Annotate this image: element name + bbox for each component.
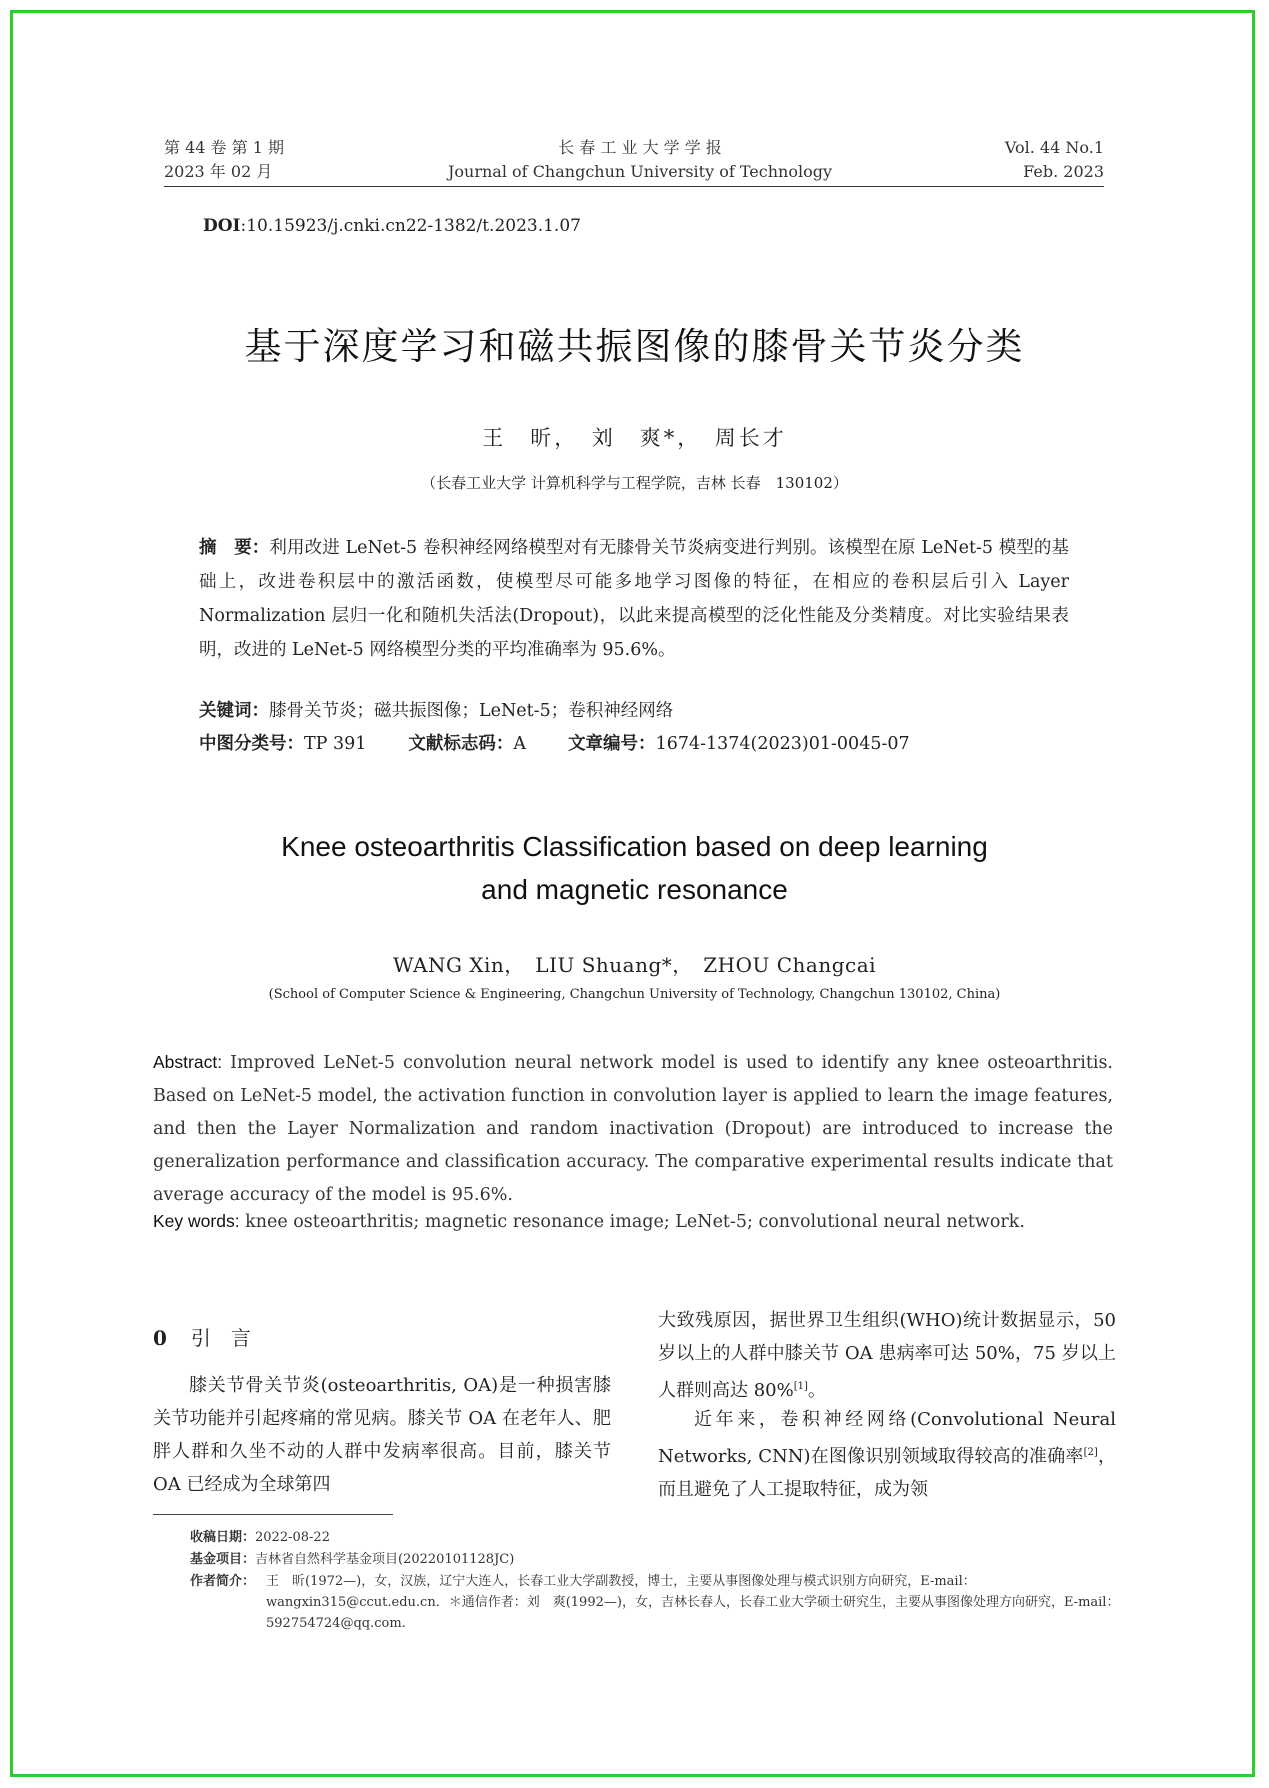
keywords-cn <box>199 697 673 722</box>
issue-date: 2023 年 02 月 <box>164 162 273 181</box>
doc-code-value: A <box>513 734 527 754</box>
body-right-paragraph-2 <box>658 1403 1116 1506</box>
authors-cn: 王 昕， 刘 爽*， 周长才 <box>482 426 787 450</box>
issue-date-en: Feb. 2023 <box>1023 162 1104 181</box>
abstract-en-label: Abstract: <box>153 1052 223 1072</box>
clc-label: 中图分类号： <box>199 734 304 754</box>
clc-value: TP 391 <box>304 734 367 754</box>
keywords-en-label: Key words: <box>153 1211 240 1231</box>
abstract-cn <box>199 531 1069 667</box>
volume-issue-en: Vol. 44 No.1 <box>1004 138 1104 157</box>
paper-title-en-line1: Knee osteoarthritis Classification based on deep learning <box>281 831 988 862</box>
journal-issue-info <box>164 136 284 184</box>
affiliation-cn: （长春工业大学 计算机科学与工程学院，吉林 长春 130102） <box>421 474 848 492</box>
doc-code-label: 文献标志码： <box>408 734 514 754</box>
abstract-cn-label: 摘 要： <box>199 538 270 558</box>
paper-title-en-line2: and magnetic resonance <box>481 874 788 905</box>
classification-line <box>199 730 910 755</box>
keywords-en <box>153 1211 1025 1232</box>
footnote-received <box>190 1527 1120 1548</box>
section-number: 0 <box>153 1326 167 1350</box>
keywords-en-text: knee osteoarthritis; magnetic resonance image; LeNet-5; convolutional neural network. <box>239 1212 1025 1232</box>
citation-2[interactable]: [2] <box>1083 1447 1098 1458</box>
footnote-rule <box>153 1514 393 1515</box>
right-para2-text: 近年来，卷积神经网络(Convolutional Neural Networks, CNN)在图像识别领域取得较高的准确率 <box>658 1409 1116 1467</box>
article-number-value: 1674-1374(2023)01-0045-07 <box>655 734 910 754</box>
citation-1[interactable]: [1] <box>793 1381 808 1392</box>
bio-label: 作者简介： <box>190 1574 256 1589</box>
abstract-en-text: Improved LeNet-5 convolution neural network model is used to identify any knee osteoarthritis. Based on LeNet-5 model, the activation function in convolution layer is applied to learn the image features, and then the Layer Normalization and random inactivation (Dropout) are introduced to increase the generalization performance and classification accuracy. The comparative experimental results indicate that average accuracy of the model is 95.6%. <box>153 1053 1113 1205</box>
doi-value: :10.15923/j.cnki.cn22-1382/t.2023.1.07 <box>240 216 581 236</box>
volume-issue: 第 44 卷 第 1 期 <box>164 138 284 157</box>
keywords-cn-text: 膝骨关节炎；磁共振图像；LeNet-5；卷积神经网络 <box>269 701 674 721</box>
footnote-fund <box>190 1549 1120 1570</box>
right-para1-text: 大致残原因，据世界卫生组织(WHO)统计数据显示，50 岁以上的人群中膝关节 OA 患病率可达 50%，75 岁以上人群则高达 80% <box>658 1310 1116 1401</box>
doi[interactable] <box>203 216 581 236</box>
paper-title-cn: 基于深度学习和磁共振图像的膝骨关节炎分类 <box>244 325 1025 368</box>
abstract-en <box>153 1046 1113 1212</box>
bio-value: 王 昕(1972—)，女，汉族，辽宁大连人，长春工业大学副教授，博士，主要从事图像处理与模式识别方向研究，E-mail：wangxin315@ccut.edu.cn．＊通信作者：刘 爽(1992—)，女，吉林长春人，长春工业大学硕士研究生，主要从事图像处理方向研究，E-mail：592754724@qq.com. <box>266 1574 1120 1631</box>
keywords-cn-label: 关键词： <box>199 701 269 721</box>
body-left-column: 膝关节骨关节炎(osteoarthritis, OA)是一种损害膝关节功能并引起疼痛的常见病。膝关节 OA 在老年人、肥胖人群和久坐不动的人群中发病率很高。目前，膝关节 OA 已经成为全球第四 <box>153 1375 611 1495</box>
journal-name-cn: 长 春 工 业 大 学 学 报 <box>558 138 722 157</box>
doi-label: DOI <box>203 216 241 236</box>
affiliation-en: (School of Computer Science & Engineering, Changchun University of Technology, Changchun 130102, China) <box>268 987 1001 1002</box>
journal-name-en: Journal of Changchun University of Technology <box>448 162 832 181</box>
fund-label: 基金项目： <box>190 1552 256 1567</box>
received-value: 2022-08-22 <box>255 1530 330 1545</box>
body-right-paragraph-1 <box>658 1304 1116 1407</box>
right-para2-end: ，而且避免了人工提取特征，成为领 <box>658 1446 1117 1500</box>
footnote-author-bio <box>190 1571 1120 1634</box>
journal-name <box>440 136 840 184</box>
paper-title-en <box>0 825 1269 911</box>
journal-issue-info-en <box>1005 136 1104 184</box>
right-para1-end: 。 <box>807 1380 826 1401</box>
authors-en: WANG Xin， LIU Shuang*， ZHOU Changcai <box>392 953 877 977</box>
abstract-cn-text: 利用改进 LeNet-5 卷积神经网络模型对有无膝骨关节炎病变进行判别。该模型在原 LeNet-5 模型的基础上，改进卷积层中的激活函数，使模型尽可能多地学习图像的特征，在相应的卷积层后引入 Layer Normalization 层归一化和随机失活法(Dropout)，以此来提高模型的泛化性能及分类精度。对比实验结果表明，改进的 LeNet-5 网络模型分类的平均准确率为 95.6%。 <box>199 538 1070 660</box>
section-heading <box>153 1322 271 1351</box>
received-label: 收稿日期： <box>190 1530 256 1545</box>
fund-value: 吉林省自然科学基金项目(20220101128JC) <box>255 1552 515 1567</box>
header-rule <box>164 186 1104 187</box>
article-number-label: 文章编号： <box>568 734 656 754</box>
section-title: 引言 <box>190 1326 271 1350</box>
